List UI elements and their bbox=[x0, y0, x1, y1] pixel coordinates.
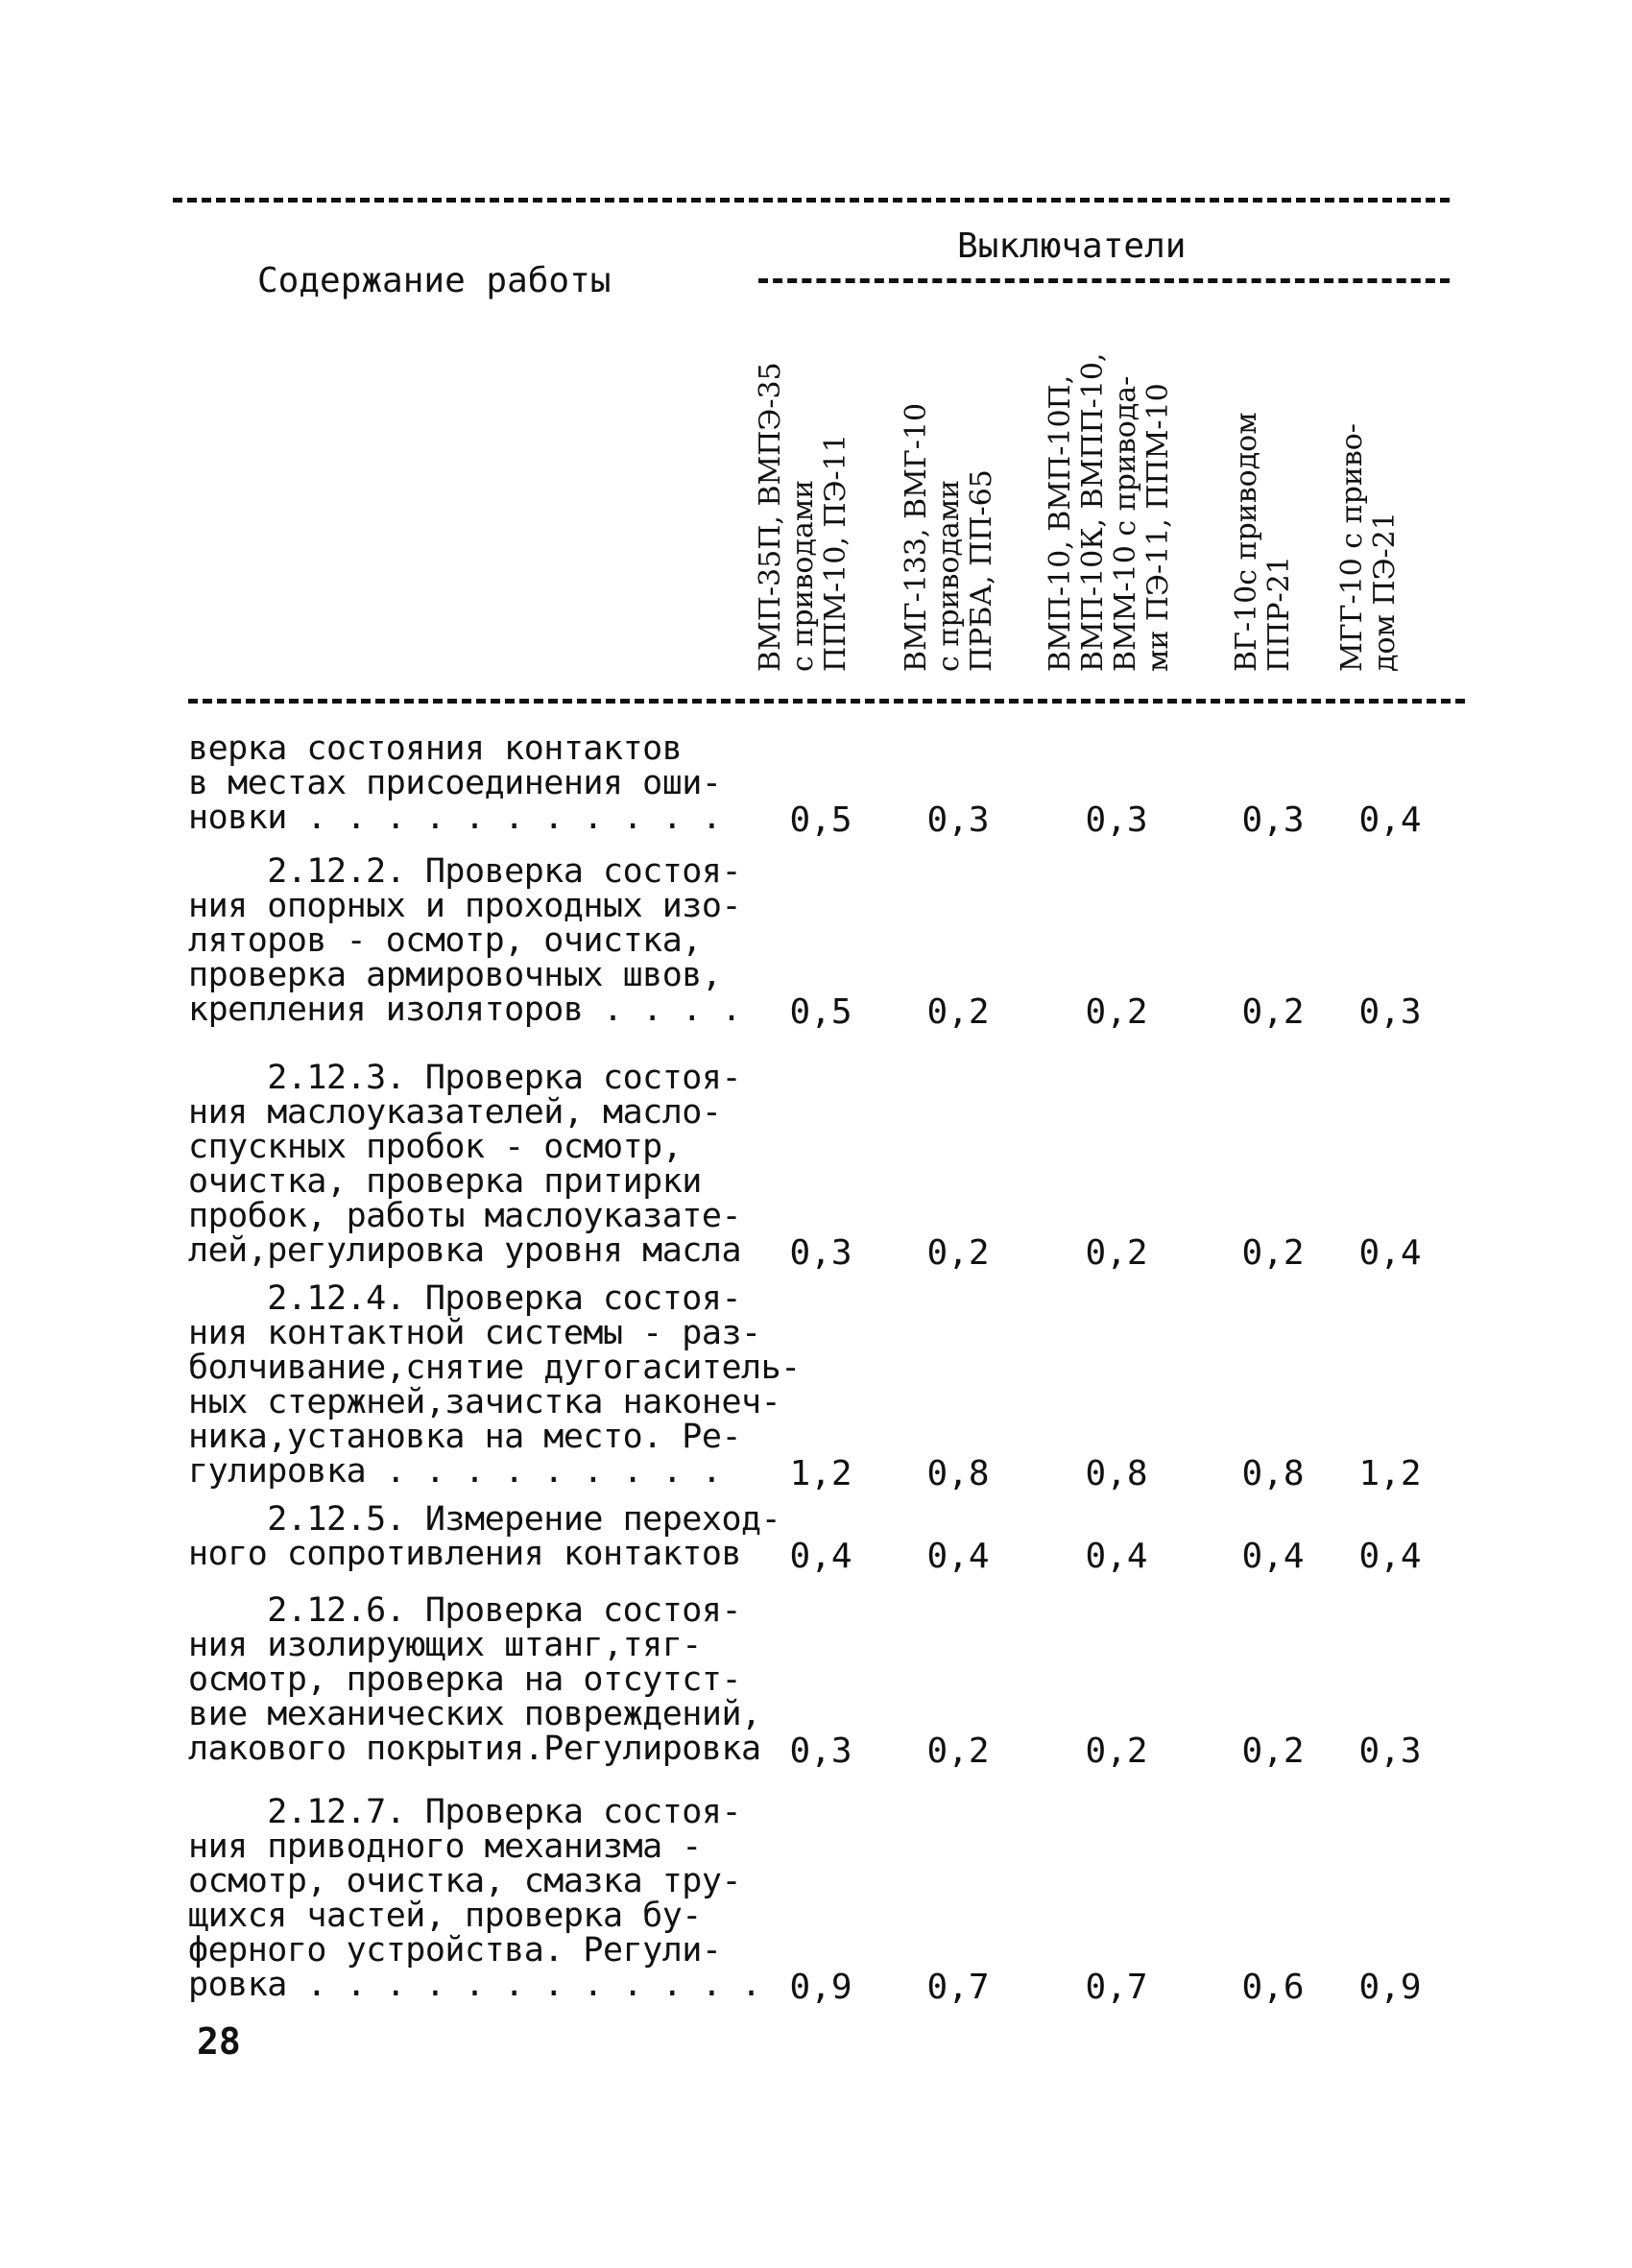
row-value-col-2: 0,2 bbox=[926, 1233, 990, 1273]
work-content-header: Содержание работы bbox=[257, 261, 612, 300]
row-value-col-3: 0,4 bbox=[1085, 1537, 1148, 1576]
row-value-col-2: 0,7 bbox=[926, 1968, 990, 2007]
row-value-col-2: 0,2 bbox=[926, 992, 990, 1032]
row-value-col-3: 0,2 bbox=[1085, 1731, 1148, 1771]
row-value-col-4: 0,2 bbox=[1241, 1233, 1305, 1273]
row-value-col-3: 0,2 bbox=[1085, 992, 1148, 1032]
row-value-col-5: 0,4 bbox=[1358, 1537, 1422, 1576]
row-value-col-1: 0,9 bbox=[789, 1968, 852, 2007]
row-value-col-3: 0,7 bbox=[1085, 1968, 1148, 2007]
row-value-col-5: 0,4 bbox=[1358, 1233, 1422, 1273]
row-value-col-1: 0,5 bbox=[789, 800, 852, 840]
row-value-col-2: 0,4 bbox=[926, 1537, 990, 1576]
row-value-col-2: 0,2 bbox=[926, 1731, 990, 1771]
column-header-2: ВМГ-133, ВМГ-10 с приводами ПРБА, ПП-65 bbox=[900, 402, 998, 672]
row-value-col-4: 0,4 bbox=[1241, 1537, 1305, 1576]
row-value-col-5: 0,4 bbox=[1358, 800, 1422, 840]
row-value-col-2: 0,8 bbox=[926, 1454, 990, 1493]
row-value-col-3: 0,3 bbox=[1085, 800, 1148, 840]
row-description: 2.12.6. Проверка состоя- ния изолирующих штанг,тяг- осмотр, проверка на отсутст- вие механических повреждений, лакового покрытия.Регулировка bbox=[188, 1591, 761, 1768]
header-top-rule bbox=[173, 198, 1450, 203]
row-value-col-1: 0,3 bbox=[789, 1731, 852, 1771]
row-description: 2.12.2. Проверка состоя- ния опорных и проходных изо- ляторов - осмотр, очистка, проверка армировочных швов, крепления изоляторов . . . . bbox=[188, 852, 742, 1029]
page-number: 28 bbox=[197, 2020, 241, 2063]
row-value-col-4: 0,3 bbox=[1241, 800, 1305, 840]
header-bottom-rule bbox=[188, 699, 1465, 704]
row-value-col-2: 0,3 bbox=[926, 800, 990, 840]
row-value-col-3: 0,2 bbox=[1085, 1233, 1148, 1273]
column-header-3: ВМП-10, ВМП-10П, ВМП-10К, ВМПП-10, ВММ-10 с привода- ми ПЭ-11, ППМ-10 bbox=[1044, 352, 1175, 672]
row-value-col-5: 0,3 bbox=[1358, 1731, 1422, 1771]
row-description: 2.12.4. Проверка состоя- ния контактной системы - раз- болчивание,снятие дугогаситель- ных стержней,зачистка наконеч- ника,установка на место. Ре- гулировка . . . . . . . . . bbox=[188, 1279, 801, 1491]
column-header-5: МГГ-10 с приво- дом ПЭ-21 bbox=[1335, 423, 1402, 672]
row-value-col-5: 1,2 bbox=[1358, 1454, 1422, 1493]
row-value-col-1: 0,4 bbox=[789, 1537, 852, 1576]
row-description: верка состояния контактов в местах присоединения оши- новки . . . . . . . . . . . bbox=[188, 729, 722, 837]
row-value-col-1: 0,3 bbox=[789, 1233, 852, 1273]
switches-header: Выключатели bbox=[957, 227, 1187, 266]
column-header-4: ВГ-10с приводом ППР-21 bbox=[1230, 412, 1296, 672]
row-value-col-4: 0,2 bbox=[1241, 992, 1305, 1032]
row-description: 2.12.3. Проверка состоя- ния маслоуказателей, масло- спускных пробок - осмотр, очистка, проверка притирки пробок, работы маслоуказате- лей,регулировка уровня масла bbox=[188, 1059, 742, 1270]
row-value-col-4: 0,6 bbox=[1241, 1968, 1305, 2007]
row-value-col-5: 0,9 bbox=[1358, 1968, 1422, 2007]
row-description: 2.12.5. Измерение переход- ного сопротивления контактов bbox=[188, 1500, 781, 1573]
row-value-col-5: 0,3 bbox=[1358, 992, 1422, 1032]
row-value-col-3: 0,8 bbox=[1085, 1454, 1148, 1493]
row-value-col-1: 0,5 bbox=[789, 992, 852, 1032]
switches-group-rule bbox=[758, 278, 1450, 283]
row-value-col-4: 0,8 bbox=[1241, 1454, 1305, 1493]
row-value-col-1: 1,2 bbox=[789, 1454, 852, 1493]
column-header-1: ВМП-35П, ВМПЭ-35 с приводами ППМ-10, ПЭ-11 bbox=[754, 362, 852, 672]
row-description: 2.12.7. Проверка состоя- ния приводного механизма - осмотр, очистка, смазка тру- щихся частей, проверка бу- ферного устройства. Регули- ровка . . . . . . . . . . . . bbox=[188, 1793, 761, 2004]
row-value-col-4: 0,2 bbox=[1241, 1731, 1305, 1771]
